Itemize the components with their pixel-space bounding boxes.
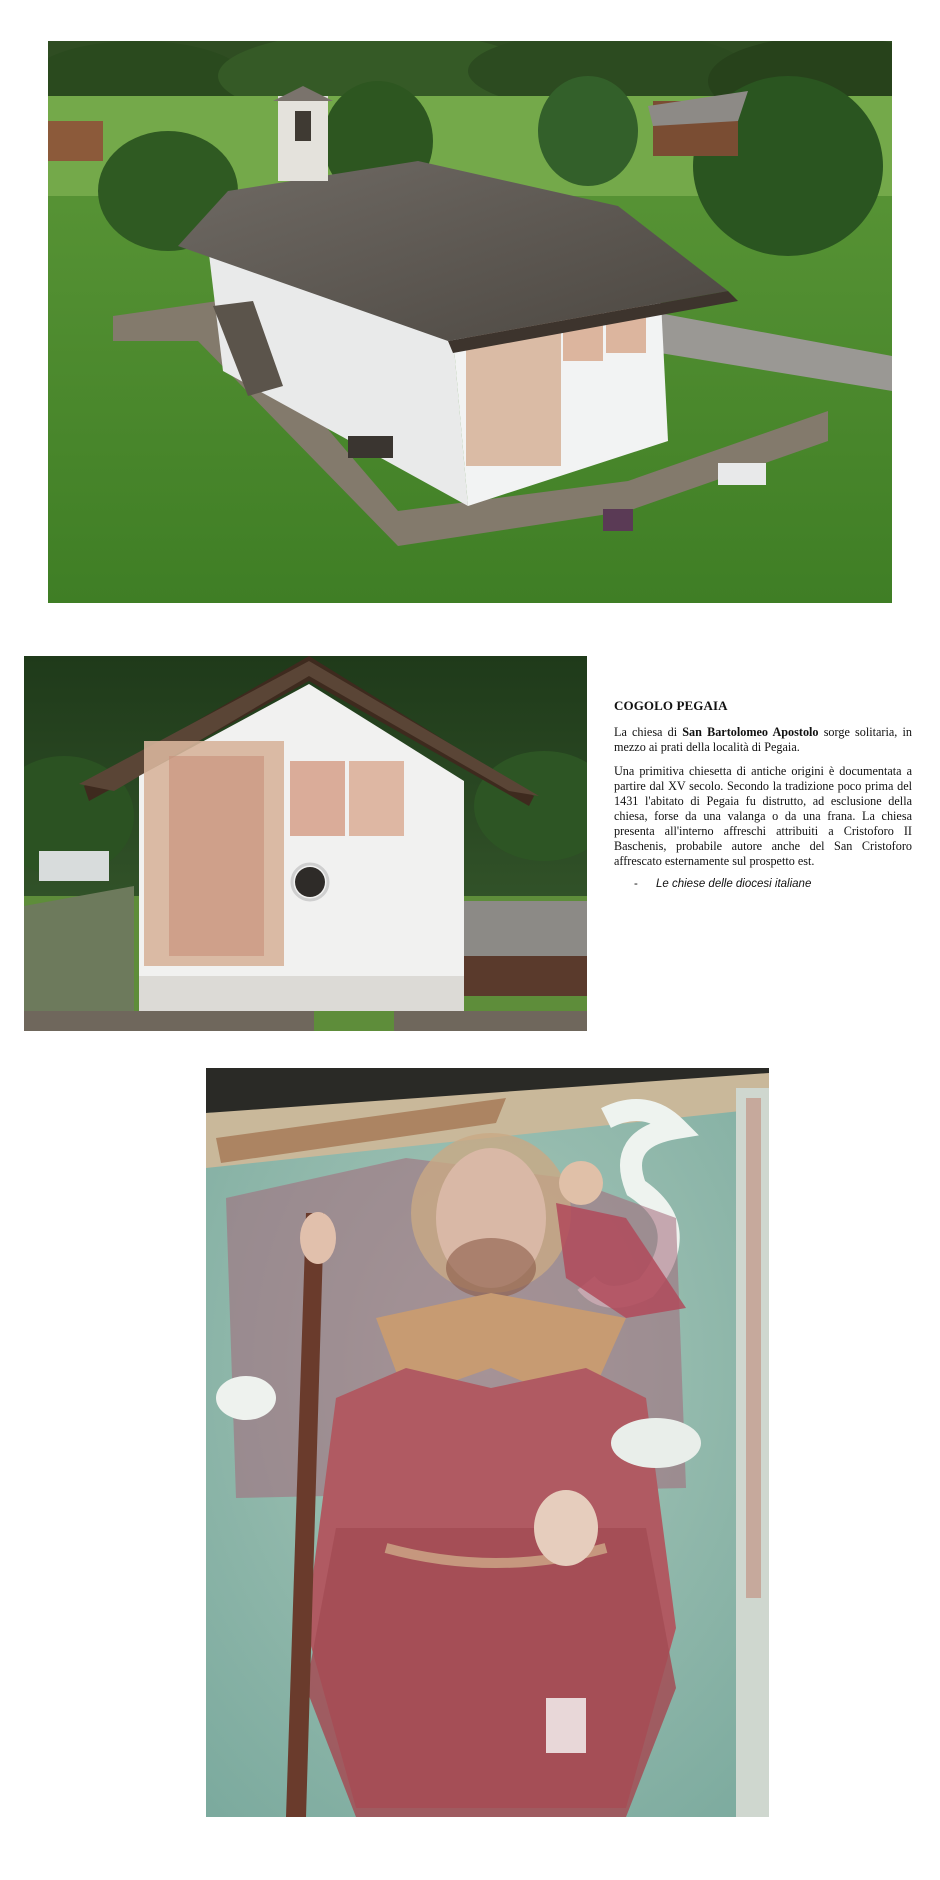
article-intro xyxy=(614,725,912,755)
article-heading: COGOLO PEGAIA xyxy=(614,698,728,713)
church-name: San Bartolomeo Apostolo xyxy=(682,725,819,739)
article-body: Una primitiva chiesetta di antiche origini è documentata a partire dal XV secolo. Secondo la tradizione poco prima del 1431 l'abitato di Pegaia fu distrutto, ad esclusione della chiesa, forse da una valanga o da una frana. La chiesa presenta all'interno affreschi attribuiti a Cristoforo II Baschenis, probabile autore anche del San Cristoforo affrescato esternamente sul prospetto est. xyxy=(614,764,912,868)
church-aerial-photo xyxy=(48,41,892,603)
intro-suffix: sorge solitaria, in mezzo ai prati della località di Pegaia. xyxy=(614,725,912,754)
article-text xyxy=(614,698,912,890)
fresco-saint-christopher-photo xyxy=(206,1068,769,1817)
church-facade-photo xyxy=(24,656,587,1031)
source-list xyxy=(614,878,912,890)
list-item xyxy=(614,878,912,890)
source-label: Le chiese delle diocesi italiane xyxy=(656,878,812,890)
bullet-dash: - xyxy=(634,878,638,890)
intro-prefix: La chiesa di xyxy=(614,725,683,739)
